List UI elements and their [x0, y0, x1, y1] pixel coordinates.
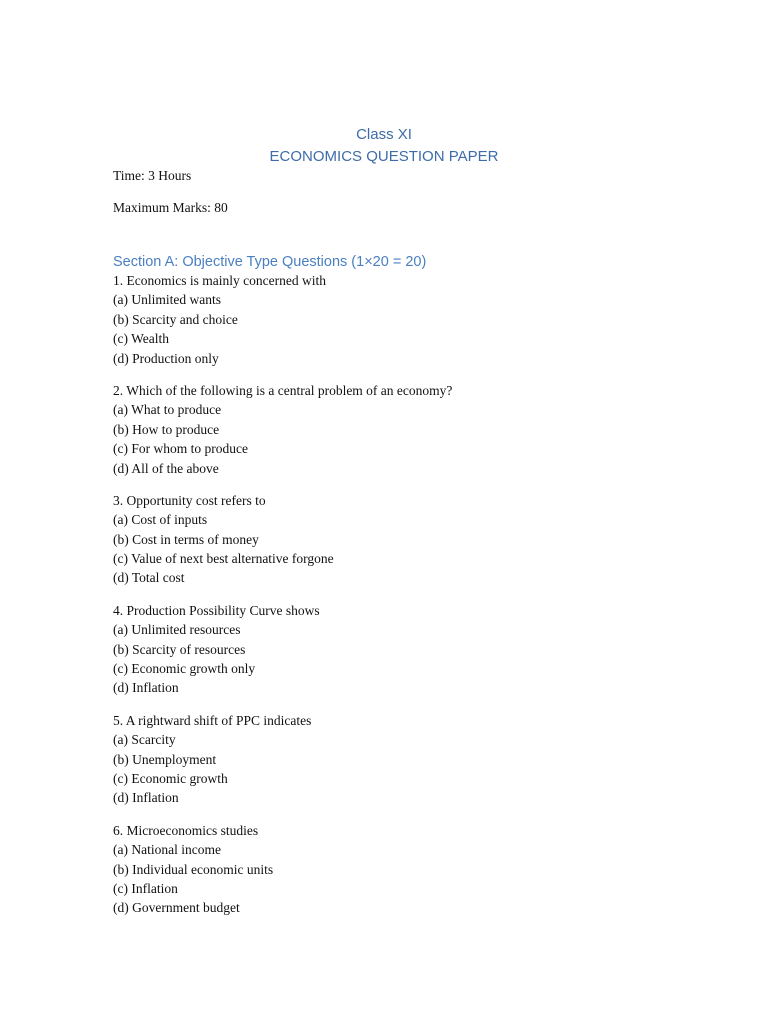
question-item — [113, 821, 673, 918]
option: (a) Cost of inputs — [113, 512, 208, 528]
section-a-heading: Section A: Objective Type Questions (1×20 = 20) — [113, 254, 427, 270]
question-stem: 6. Microeconomics studies — [113, 822, 259, 838]
option: (c) Economic growth — [113, 770, 228, 786]
option: (d) Inflation — [113, 680, 179, 696]
question-stem: 2. Which of the following is a central problem of an economy? — [113, 382, 453, 398]
question-list — [113, 271, 673, 931]
question-item — [113, 711, 673, 808]
option: (c) For whom to produce — [113, 441, 248, 457]
option: (a) What to produce — [113, 402, 222, 418]
option: (b) Individual economic units — [113, 861, 274, 877]
question-item — [113, 491, 673, 588]
option: (a) Scarcity — [113, 732, 176, 748]
option: (b) Scarcity and choice — [113, 311, 238, 327]
option: (a) National income — [113, 842, 221, 858]
question-item — [113, 271, 673, 368]
option: (a) Unlimited resources — [113, 622, 241, 638]
question-stem: 4. Production Possibility Curve shows — [113, 602, 320, 618]
question-item — [113, 381, 673, 478]
option: (d) All of the above — [113, 460, 219, 476]
class-label: Class XI — [356, 126, 412, 143]
option: (b) Unemployment — [113, 751, 217, 767]
time-info: Time: 3 Hours — [113, 168, 192, 183]
option: (c) Value of next best alternative forgone — [113, 551, 334, 567]
max-marks-info: Maximum Marks: 80 — [113, 200, 228, 215]
option: (b) Cost in terms of money — [113, 531, 259, 547]
option: (c) Economic growth only — [113, 661, 256, 677]
option: (c) Wealth — [113, 331, 170, 347]
option: (c) Inflation — [113, 880, 178, 896]
option: (d) Inflation — [113, 790, 179, 806]
option: (a) Unlimited wants — [113, 292, 221, 308]
question-stem: 1. Economics is mainly concerned with — [113, 273, 326, 288]
option: (d) Total cost — [113, 570, 185, 586]
question-stem: 5. A rightward shift of PPC indicates — [113, 712, 312, 728]
question-stem: 3. Opportunity cost refers to — [113, 492, 266, 508]
option: (b) How to produce — [113, 421, 220, 437]
option: (b) Scarcity of resources — [113, 641, 246, 657]
question-item — [113, 601, 673, 698]
option: (d) Production only — [113, 350, 219, 366]
option: (d) Government budget — [113, 900, 240, 916]
paper-title: ECONOMICS QUESTION PAPER — [269, 148, 499, 165]
